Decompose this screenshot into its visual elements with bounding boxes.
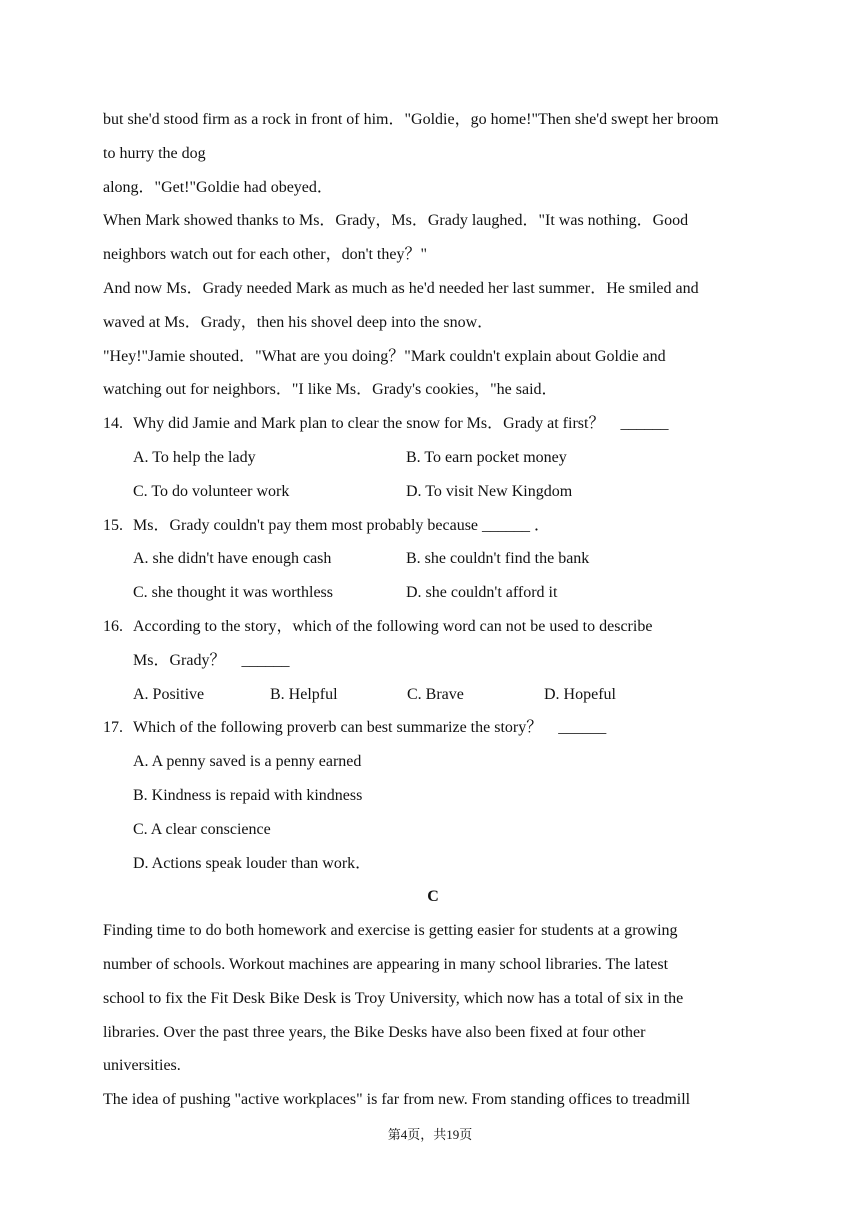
question-number: 14. [103, 415, 123, 433]
section-heading: C [427, 888, 439, 906]
question-14 [103, 407, 763, 508]
passage-line: watching out for neighbors．"I like Ms．Grady's cookies，"he said． [103, 381, 558, 399]
option-b: B. she couldn't find the bank [406, 550, 590, 568]
question-16 [103, 610, 763, 711]
passage-line: but she'd stood firm as a rock in front of him．"Goldie，go home!"Then she'd swept her broom [103, 111, 719, 128]
passage-line: And now Ms．Grady needed Mark as much as he'd needed her last summer．He smiled and [103, 279, 699, 297]
document-page [103, 103, 763, 1117]
option-a: A. Positive [133, 685, 205, 703]
passage-line: to hurry the dog [103, 144, 206, 162]
option-c: C. Brave [407, 685, 464, 703]
passage-line: waved at Ms．Grady，then his shovel deep into the snow． [103, 313, 494, 331]
option-d: D. Actions speak louder than work． [133, 854, 372, 872]
passage-c [103, 914, 763, 1117]
passage-line: The idea of pushing "active workplaces" is far from new. From standing offices to treadmill [103, 1091, 691, 1109]
question-15 [103, 509, 763, 610]
passage-line: number of schools. Workout machines are appearing in many school libraries. The latest [103, 955, 669, 973]
option-a: A. To help the lady [133, 448, 256, 466]
option-a: A. A penny saved is a penny earned [133, 753, 362, 771]
question-text: Why did Jamie and Mark plan to clear the snow for Ms．Grady at first？ ______ [133, 415, 669, 433]
passage-line: "Hey!"Jamie shouted．"What are you doing？"Mark couldn't explain about Goldie and [103, 347, 666, 365]
question-text-continued: Ms．Grady？ ______ [133, 651, 290, 669]
option-c: C. To do volunteer work [133, 482, 290, 500]
option-b: B. To earn pocket money [406, 448, 567, 466]
question-number: 15. [103, 516, 123, 534]
option-d: D. she couldn't afford it [406, 584, 558, 602]
question-number: 17. [103, 719, 123, 737]
option-d: D. To visit New Kingdom [406, 482, 573, 500]
page-footer: 第4页，共19页 [387, 1127, 473, 1142]
option-d: D. Hopeful [544, 685, 616, 703]
question-number: 16. [103, 617, 123, 635]
passage-line: neighbors watch out for each other，don't they？" [103, 246, 427, 264]
passage-line: school to fix the Fit Desk Bike Desk is Troy University, which now has a total of six in the [103, 989, 684, 1007]
passage-line: libraries. Over the past three years, the Bike Desks have also been fixed at four other [103, 1023, 646, 1041]
option-c: C. she thought it was worthless [133, 584, 333, 602]
passage-b-ending [103, 103, 763, 407]
question-17 [103, 711, 763, 880]
question-text: Which of the following proverb can best summarize the story？ ______ [133, 719, 607, 737]
option-b: B. Helpful [270, 685, 338, 703]
question-text: According to the story，which of the following word can not be used to describe [133, 617, 653, 635]
passage-line: along．"Get!"Goldie had obeyed． [103, 178, 333, 196]
option-b: B. Kindness is repaid with kindness [133, 786, 363, 804]
passage-line: Finding time to do both homework and exercise is getting easier for students at a growing [103, 922, 678, 940]
option-a: A. she didn't have enough cash [133, 550, 332, 568]
option-c: C. A clear conscience [133, 820, 271, 838]
passage-line: When Mark showed thanks to Ms．Grady，Ms．Grady laughed．"It was nothing．Good [103, 212, 689, 230]
question-text: Ms．Grady couldn't pay them most probably because ______ ． [133, 516, 551, 534]
passage-line: universities. [103, 1057, 181, 1075]
